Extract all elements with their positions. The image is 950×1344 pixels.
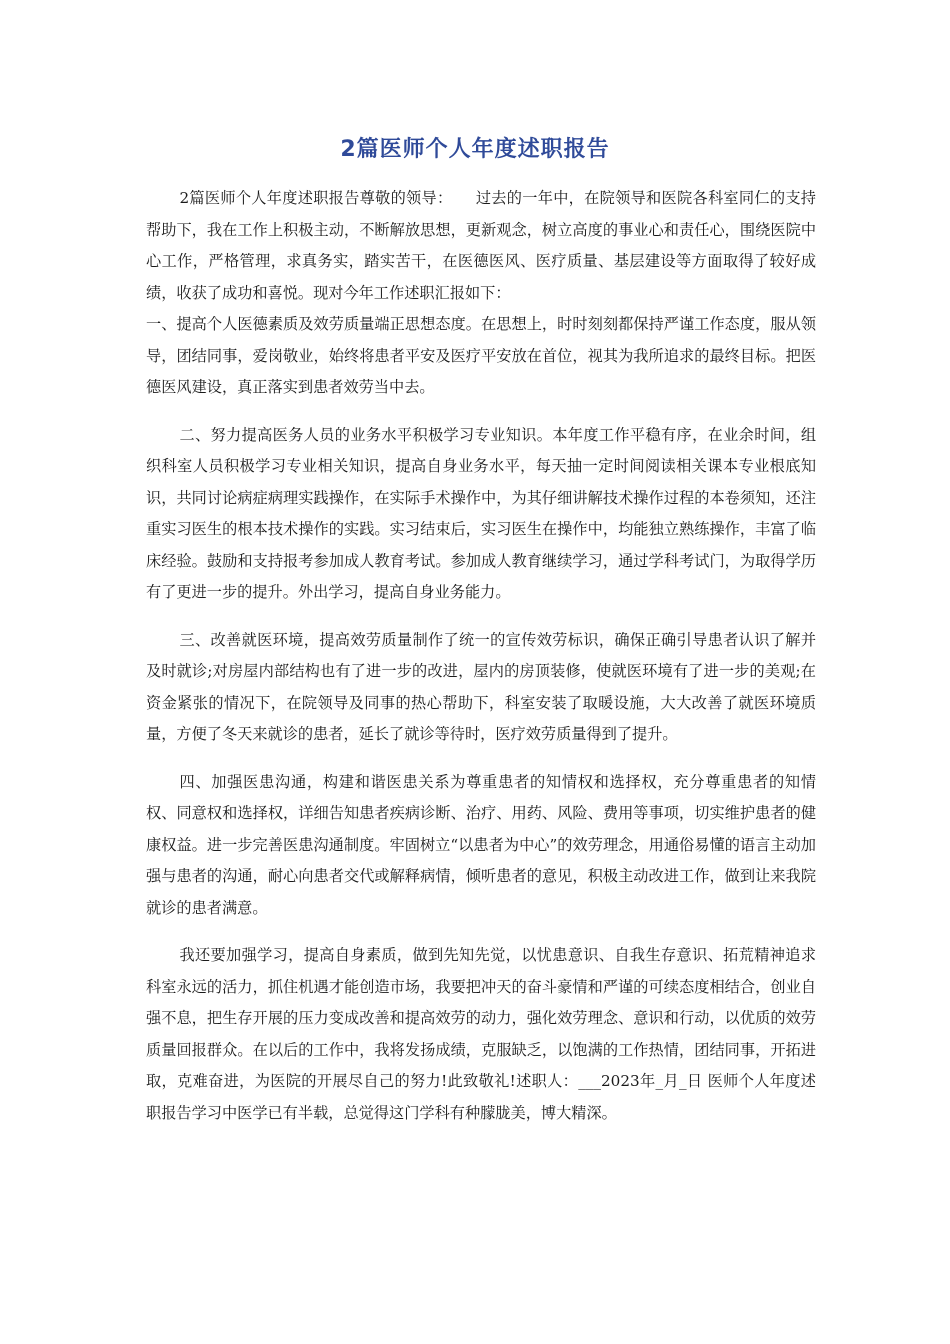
paragraph-intro: 2篇医师个人年度述职报告尊敬的领导： 过去的一年中，在院领导和医院各科室同仁的支持帮助下，我在工作上积极主动，不断解放思想，更新观念，树立高度的事业心和责任心，围绕医院中心工作，严格管理，求真务实，踏实苦干，在医德医风、医疗质量、基层建设等方面取得了较好成绩，收获了成功和喜悦。现对今年工作述职汇报如下： [146, 189, 816, 302]
document-title: 2篇医师个人年度述职报告 [340, 137, 610, 162]
paragraph-section-2: 二、努力提高医务人员的业务水平积极学习专业知识。本年度工作平稳有序，在业余时间，组织科室人员积极学习专业相关知识，提高自身业务水平，每天抽一定时间阅读相关课本专业根底知识，共同讨论病症病理实践操作，在实际手术操作中，为其仔细讲解技术操作过程的本卷须知，还注重实习医生的根本技术操作的实践。实习结束后，实习医生在操作中，均能独立熟练操作，丰富了临床经验。鼓励和支持报考参加成人教育考试。参加成人教育继续学习，通过学科考试门，为取得学历有了更进一步的提升。外出学习，提高自身业务能力。 [146, 425, 816, 601]
paragraph-section-3: 三、改善就医环境，提高效劳质量制作了统一的宣传效劳标识，确保正确引导患者认识了解并及时就诊;对房屋内部结构也有了进一步的改进，屋内的房顶装修，使就医环境有了进一步的美观;在资金紧张的情况下，在院领导及同事的热心帮助下，科室安装了取暖设施，大大改善了就医环境质量，方便了冬天来就诊的患者，延长了就诊等待时，医疗效劳质量得到了提升。 [146, 630, 816, 743]
paragraph-section-1: 一、提高个人医德素质及效劳质量端正思想态度。在思想上，时时刻刻都保持严谨工作态度，服从领导，团结同事，爱岗敬业，始终将患者平安及医疗平安放在首位，视其为我所追求的最终目标。把医德医风建设，真正落实到患者效劳当中去。 [146, 315, 816, 396]
paragraph-section-4: 四、加强医患沟通，构建和谐医患关系为尊重患者的知情权和选择权，充分尊重患者的知情权、同意权和选择权，详细告知患者疾病诊断、治疗、用药、风险、费用等事项，切实维护患者的健康权益。进一步完善医患沟通制度。牢固树立“以患者为中心”的效劳理念，用通俗易懂的语言主动加强与患者的沟通，耐心向患者交代或解释病情，倾听患者的意见，积极主动改进工作，做到让来我院就诊的患者满意。 [146, 772, 816, 917]
paragraph-closing: 我还要加强学习，提高自身素质，做到先知先觉，以忧患意识、自我生存意识、拓荒精神追求科室永远的活力，抓住机遇才能创造市场，我要把冲天的奋斗豪情和严谨的可续态度相结合，创业自强不息，把生存开展的压力变成改善和提高效劳的动力，强化效劳理念、意识和行动，以优质的效劳质量回报群众。在以后的工作中，我将发扬成绩，克服缺乏，以饱满的工作热情，团结同事，开拓进取，克难奋进，为医院的开展尽自己的努力!此致敬礼!述职人：___2023年_月_日 医师个人年度述职报告学习中医学已有半载，总觉得这门学科有种朦胧美，博大精深。 [146, 946, 816, 1122]
document-body [146, 183, 816, 1129]
